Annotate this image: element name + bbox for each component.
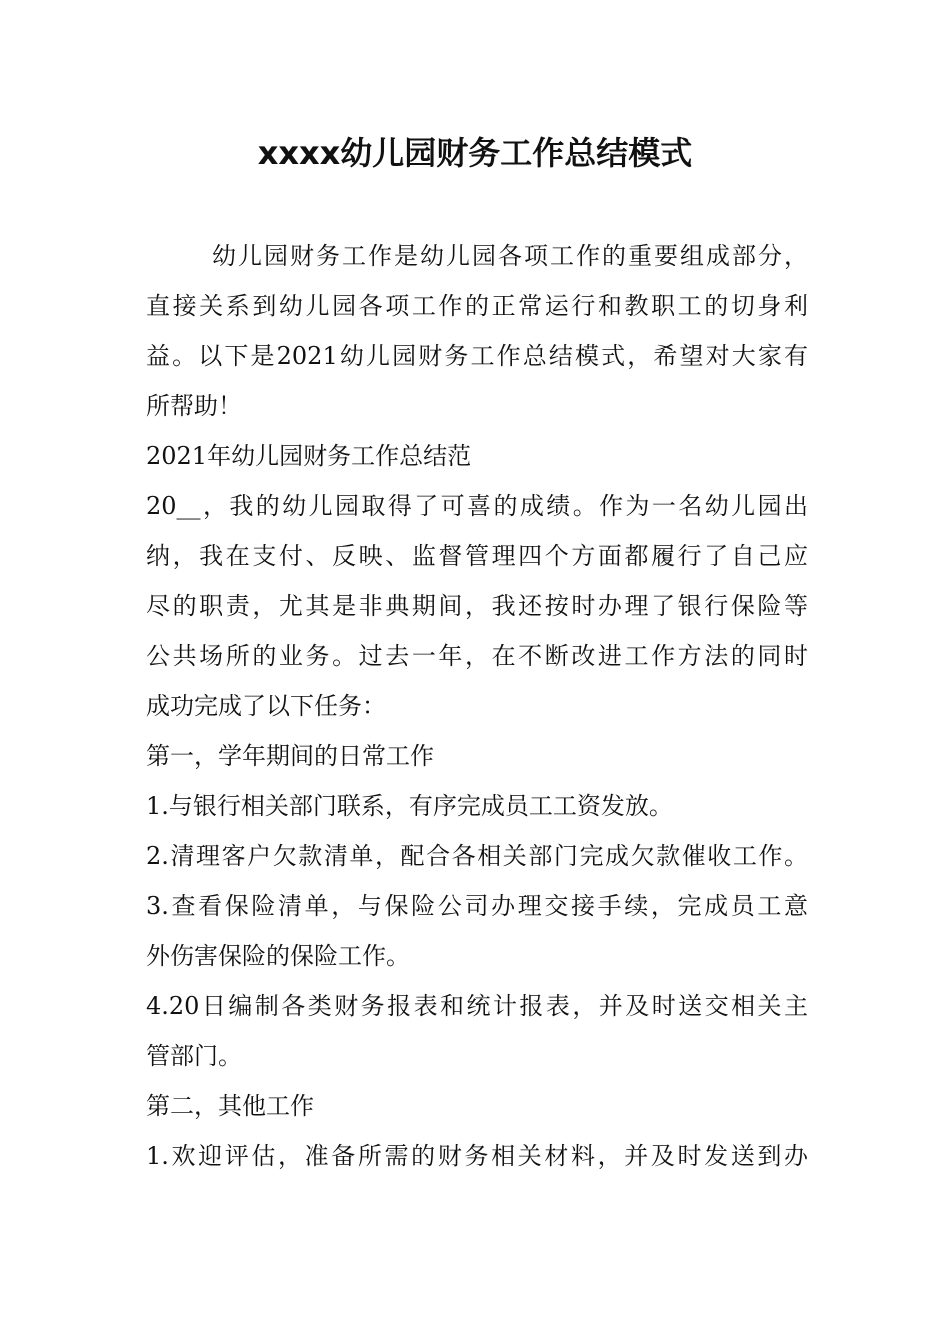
list-item: 3.查看保险清单，与保险公司办理交接手续，完成员工意 (146, 892, 808, 920)
text-line: 幼儿园财务工作是幼儿园各项工作的重要组成部分， (212, 242, 808, 270)
text-line: 直接关系到幼儿园各项工作的正常运行和教职工的切身利 (146, 292, 808, 320)
list-item: 4.20日编制各类财务报表和统计报表，并及时送交相关主 (146, 992, 808, 1020)
text-line: 所帮助！ (146, 392, 242, 420)
list-item: 2.清理客户欠款清单，配合各相关部门完成欠款催收工作。 (146, 842, 808, 870)
text-line: 尽的职责，尤其是非典期间，我还按时办理了银行保险等 (146, 592, 808, 620)
section-heading: 2021年幼儿园财务工作总结范 (146, 442, 472, 470)
list-item: 1.欢迎评估，准备所需的财务相关材料，并及时发送到办 (146, 1142, 808, 1170)
text-line: 公共场所的业务。过去一年，在不断改进工作方法的同时 (146, 642, 808, 670)
section-heading: 第二，其他工作 (146, 1092, 314, 1120)
text-line: 纳，我在支付、反映、监督管理四个方面都履行了自己应 (146, 542, 808, 570)
text-line: 益。以下是2021幼儿园财务工作总结模式，希望对大家有 (146, 342, 808, 370)
text-line: 成功完成了以下任务： (146, 692, 386, 720)
document-title: xxxx幼儿园财务工作总结模式 (257, 134, 693, 172)
list-item: 1.与银行相关部门联系，有序完成员工工资发放。 (146, 792, 673, 820)
list-item-continuation: 外伤害保险的保险工作。 (146, 942, 410, 970)
text-line: 20__，我的幼儿园取得了可喜的成绩。作为一名幼儿园出 (146, 492, 808, 520)
section-heading: 第一，学年期间的日常工作 (146, 742, 434, 770)
list-item-continuation: 管部门。 (146, 1042, 242, 1070)
